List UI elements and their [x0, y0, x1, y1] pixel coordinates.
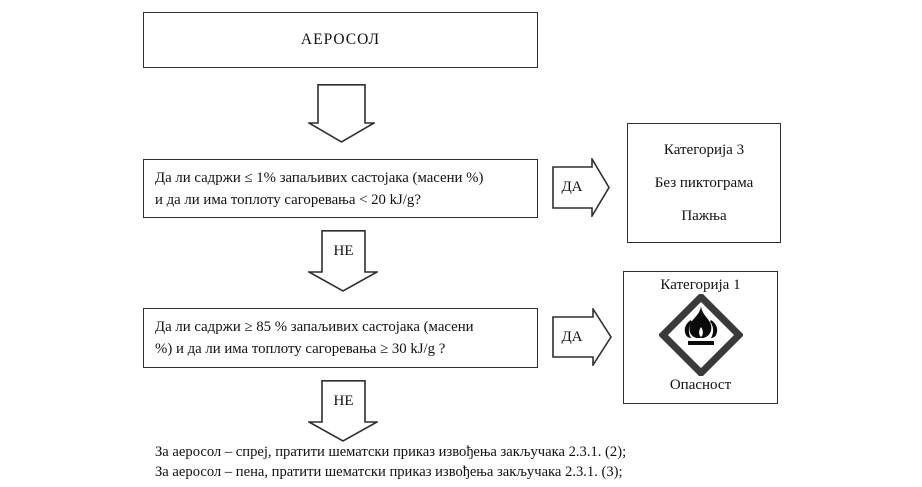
no-arrow-1 [308, 230, 378, 292]
start-label: АЕРОСОЛ [300, 31, 381, 48]
question1-line1: Да ли садржи ≤ 1% запаљивих састојака (масени %) [155, 169, 484, 186]
no-arrow-2 [308, 380, 378, 442]
no-label-2: НЕ [333, 392, 354, 409]
question-node-1 [143, 159, 538, 218]
category1-node [623, 271, 778, 404]
question-node-2 [143, 308, 538, 368]
yes-label-1: ДА [561, 179, 583, 195]
flame-diamond-icon [659, 294, 743, 376]
category3-signal-word: Пажња [681, 207, 727, 224]
category3-node [627, 123, 781, 243]
yes-label-2: ДА [561, 329, 583, 345]
down-arrow-icon [308, 84, 375, 143]
category1-signal-word: Опасност [669, 377, 732, 393]
yes-arrow-1 [552, 158, 610, 217]
question1-line2: и да ли има топлоту сагоревања < 20 kJ/g? [155, 191, 421, 208]
footer-note-1: За аеросол – спреј, пратити шематски приказ извођења закључака 2.3.1. (2); [155, 444, 627, 460]
yes-arrow-2 [552, 308, 612, 366]
category1-title: Категорија 1 [660, 277, 741, 293]
footer-notes [155, 442, 626, 482]
start-node [143, 12, 538, 68]
footer-note-2: За аеросол – пена, пратити шематски приказ извођења закључака 2.3.1. (3); [155, 464, 623, 480]
question2-line1: Да ли садржи ≥ 85 % запаљивих састојака (масени [155, 319, 474, 335]
down-arrow-1 [308, 84, 375, 143]
category3-title: Категорија 3 [663, 141, 745, 158]
no-label-1: НЕ [333, 242, 354, 259]
question2-line2: %) и да ли има топлоту сагоревања ≥ 30 kJ/g ? [155, 341, 446, 357]
category3-pictogram-note: Без пиктограма [654, 174, 754, 191]
